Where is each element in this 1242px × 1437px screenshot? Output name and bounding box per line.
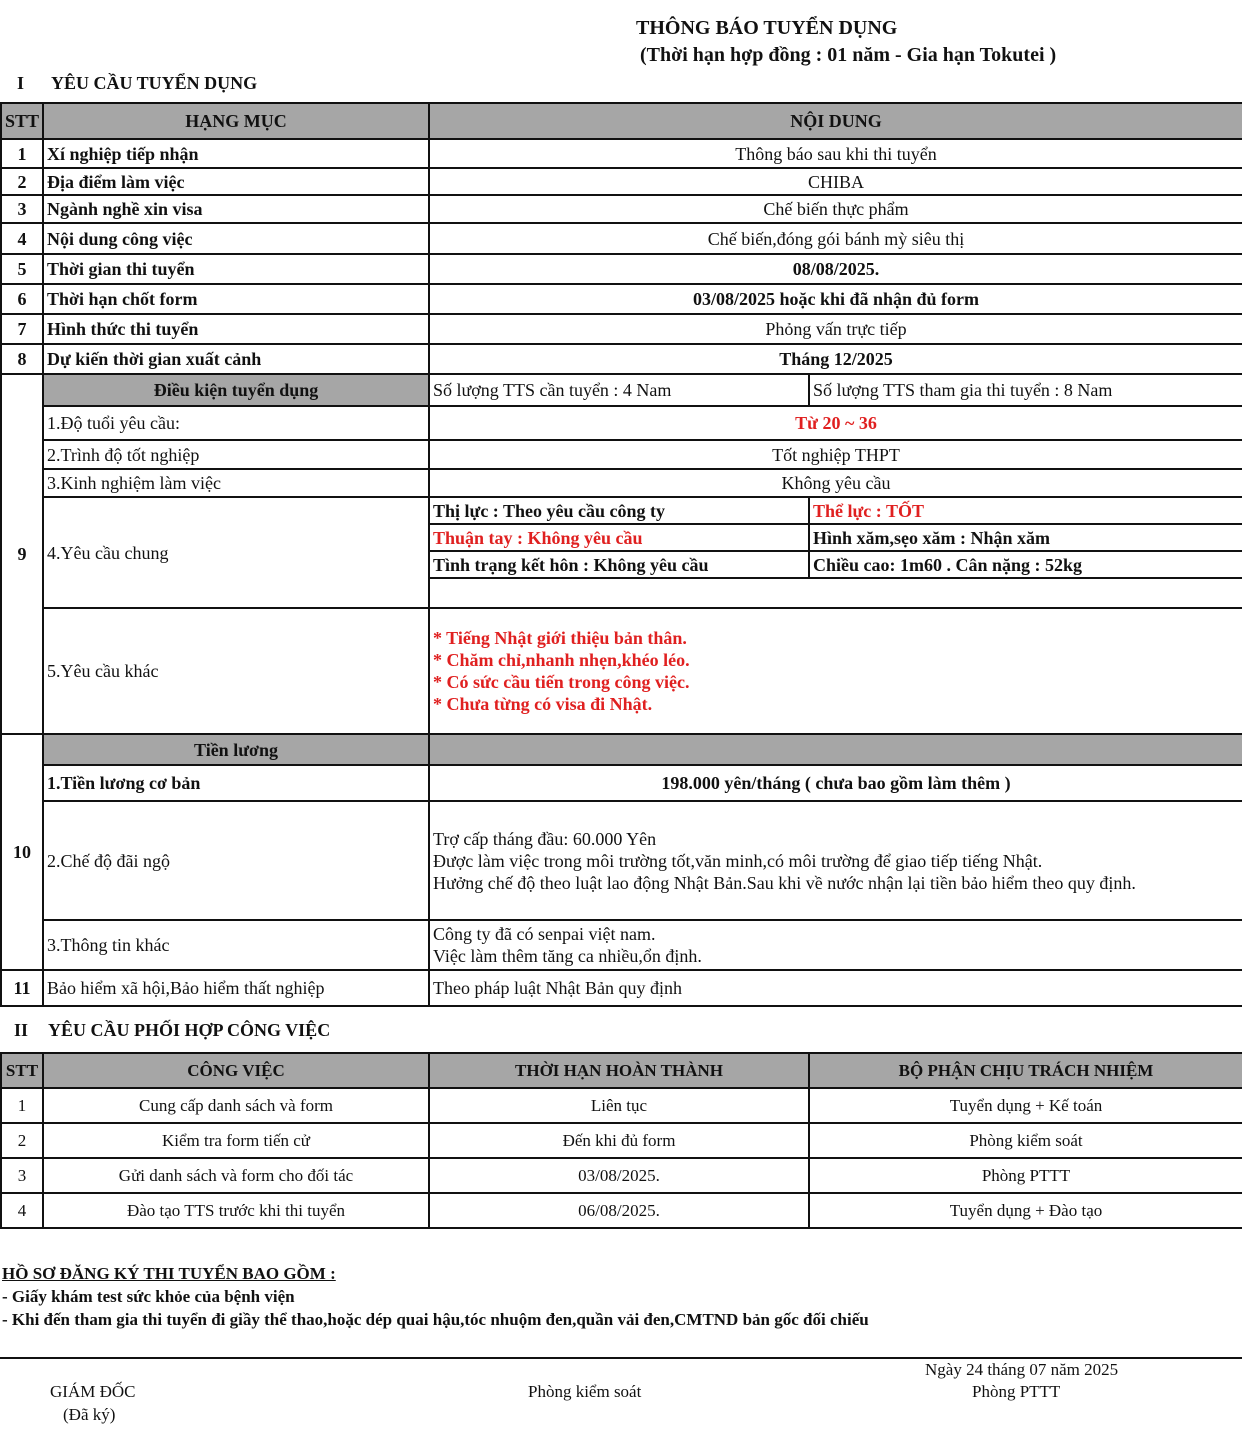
page-title: THÔNG BÁO TUYỂN DỤNG [636,17,898,39]
row-stt: 4 [1,223,43,254]
conditions-header-row [1,374,1242,406]
row-task: Đào tạo TTS trước khi thi tuyển [43,1193,429,1228]
table-row [1,284,1242,314]
table-row [1,920,1242,970]
row-stt: 5 [1,254,43,284]
signature-date: Ngày 24 tháng 07 năm 2025 [925,1360,1119,1379]
table-row [1,440,1242,469]
row-stt: 4 [1,1193,43,1228]
row-stt: 7 [1,314,43,344]
row-stt: 3 [1,195,43,223]
table-row [1,139,1242,168]
base-salary-value: 198.000 yên/tháng ( chưa bao gồm làm thêm ) [429,765,1242,801]
table-row [1,497,1242,524]
education-value: Tốt nghiệp THPT [429,440,1242,469]
row-deadline: 03/08/2025. [429,1158,809,1193]
row-stt: 3 [1,1158,43,1193]
table-row [1,801,1242,920]
coordination-table [0,1052,1242,1229]
control-dept-title: Phòng kiểm soát [528,1382,642,1401]
documents-item: - Khi đến tham gia thi tuyển đi giầy thể thao,hoặc dép quai hậu,tóc nhuộm đen,quần vải đen,CMTND bản gốc đối chiếu [2,1310,869,1329]
section-2-heading [14,1020,330,1041]
row-value: 08/08/2025. [429,254,1242,284]
age-label: 1.Độ tuổi yêu cầu: [43,406,429,440]
row-value: 03/08/2025 hoặc khi đã nhận đủ form [429,284,1242,314]
header-stt: STT [1,1053,43,1088]
row-task: Kiểm tra form tiến cử [43,1123,429,1158]
row-value: Chế biến thực phẩm [429,195,1242,223]
divider [0,1357,1242,1359]
row-stt: 6 [1,284,43,314]
table-row [1,765,1242,801]
eyesight: Thị lực : Theo yêu cầu công ty [429,497,809,524]
row-label: Nội dung công việc [43,223,429,254]
insurance-label: Bảo hiểm xã hội,Bảo hiểm thất nghiệp [43,970,429,1006]
director-signed-note: (Đã ký) [63,1405,116,1424]
other-req-item: * Chưa từng có visa đi Nhật. [433,694,653,714]
section-1-number: I [17,73,25,93]
row-stt: 2 [1,1123,43,1158]
row-label: Thời hạn chốt form [43,284,429,314]
page-subtitle: (Thời hạn hợp đồng : 01 năm - Gia hạn Tokutei ) [640,44,1057,66]
height-weight: Chiều cao: 1m60 . Cân nặng : 52kg [809,551,1242,578]
other-req-label: 5.Yêu cầu khác [43,608,429,734]
row-label: Thời gian thi tuyển [43,254,429,284]
row-dept: Phòng kiểm soát [809,1123,1242,1158]
header-deadline: THỜI HẠN HOÀN THÀNH [429,1053,809,1088]
row-label: Hình thức thi tuyển [43,314,429,344]
row-value: CHIBA [429,168,1242,195]
benefits-line: Hưởng chế độ theo luật lao động Nhật Bản.Sau khi về nước nhận lại tiền bảo hiểm theo quy định. [433,872,1136,893]
row-dept: Tuyển dụng + Kế toán [809,1088,1242,1123]
row-label: Địa điểm làm việc [43,168,429,195]
tattoo: Hình xăm,sẹo xăm : Nhận xăm [809,524,1242,551]
insurance-value: Theo pháp luật Nhật Bản quy định [429,970,1242,1006]
other-req-item: * Chăm chỉ,nhanh nhẹn,khéo léo. [433,650,690,670]
table-row [1,970,1242,1006]
row-deadline: 06/08/2025. [429,1193,809,1228]
section-1-title: YÊU CẦU TUYỂN DỤNG [51,73,258,93]
table-row [1,168,1242,195]
row-task: Cung cấp danh sách và form [43,1088,429,1123]
table-row [1,469,1242,497]
row-task: Gửi danh sách và form cho đối tác [43,1158,429,1193]
handedness: Thuận tay : Không yêu cầu [429,524,809,551]
marital: Tình trạng kết hôn : Không yêu cầu [429,551,809,578]
row-stt: 11 [1,970,43,1006]
row-stt: 1 [1,1088,43,1123]
table-row [1,344,1242,374]
table-row [1,223,1242,254]
documents-item: - Giấy khám test sức khỏe của bệnh viện [2,1287,295,1306]
benefits-line: Được làm việc trong môi trường tốt,văn minh,có môi trường để giao tiếp tiếng Nhật. [433,850,1043,871]
header-stt: STT [1,103,43,139]
benefits-line: Trợ cấp tháng đầu: 60.000 Yên [433,828,657,849]
salary-header-empty [429,734,1242,765]
table-header-row [1,1053,1242,1088]
row-dept: Tuyển dụng + Đào tạo [809,1193,1242,1228]
row-label: Dự kiến thời gian xuất cảnh [43,344,429,374]
row-value: Thông báo sau khi thi tuyển [429,139,1242,168]
other-req-item: * Có sức cầu tiến trong công việc. [433,672,690,692]
conditions-participants: Số lượng TTS tham gia thi tuyển : 8 Nam [809,374,1242,406]
salary-header: Tiền lương [43,734,429,765]
row-label: Xí nghiệp tiếp nhận [43,139,429,168]
header-category: HẠNG MỤC [43,103,429,139]
other-req-item: * Tiếng Nhật giới thiệu bản thân. [433,628,687,648]
conditions-header: Điều kiện tuyển dụng [43,374,429,406]
table-row [1,1088,1242,1123]
row-value: Chế biến,đóng gói bánh mỳ siêu thị [429,223,1242,254]
other-info-list [429,920,1242,970]
header-content: NỘI DUNG [429,103,1242,139]
row-value: Phỏng vấn trực tiếp [429,314,1242,344]
documents-heading: HỒ SƠ ĐĂNG KÝ THI TUYỂN BAO GỒM : [2,1264,336,1283]
row-deadline: Đến khi đủ form [429,1123,809,1158]
table-row [1,314,1242,344]
other-info-line: Công ty đã có senpai việt nam. [433,924,656,944]
director-title: GIÁM ĐỐC [50,1382,136,1401]
section-2-number: II [14,1020,29,1040]
base-salary-label: 1.Tiền lương cơ bản [43,765,429,801]
education-label: 2.Trình độ tốt nghiệp [43,440,429,469]
age-value: Từ 20 ~ 36 [429,406,1242,440]
table-row [1,1158,1242,1193]
header-task: CÔNG VIỆC [43,1053,429,1088]
row-dept: Phòng PTTT [809,1158,1242,1193]
benefits-list [429,801,1242,920]
pttt-dept-title: Phòng PTTT [972,1382,1061,1401]
experience-value: Không yêu cầu [429,469,1242,497]
table-row [1,608,1242,734]
table-header-row [1,103,1242,139]
row-stt: 8 [1,344,43,374]
benefits-label: 2.Chế độ đãi ngộ [43,801,429,920]
table-row [1,1123,1242,1158]
row-stt: 9 [1,374,43,734]
salary-header-row [1,734,1242,765]
header-dept: BỘ PHẬN CHỊU TRÁCH NHIỆM [809,1053,1242,1088]
table-row [1,1193,1242,1228]
experience-label: 3.Kinh nghiệm làm việc [43,469,429,497]
other-info-label: 3.Thông tin khác [43,920,429,970]
row-stt: 10 [1,734,43,970]
row-stt: 1 [1,139,43,168]
row-stt: 2 [1,168,43,195]
recruitment-table [0,102,1242,1007]
other-req-list [429,608,1242,734]
section-1-heading [17,73,257,94]
table-row [1,406,1242,440]
other-info-line: Việc làm thêm tăng ca nhiều,ổn định. [433,946,702,966]
row-value: Tháng 12/2025 [429,344,1242,374]
fitness: Thể lực : TỐT [809,497,1242,524]
general-label: 4.Yêu cầu chung [43,497,429,608]
row-deadline: Liên tục [429,1088,809,1123]
table-row [1,195,1242,223]
conditions-quota: Số lượng TTS cần tuyển : 4 Nam [429,374,809,406]
documents-section [2,1262,869,1331]
empty-cell [429,578,1242,608]
row-label: Ngành nghề xin visa [43,195,429,223]
table-row [1,254,1242,284]
section-2-title: YÊU CẦU PHỐI HỢP CÔNG VIỆC [48,1020,331,1040]
